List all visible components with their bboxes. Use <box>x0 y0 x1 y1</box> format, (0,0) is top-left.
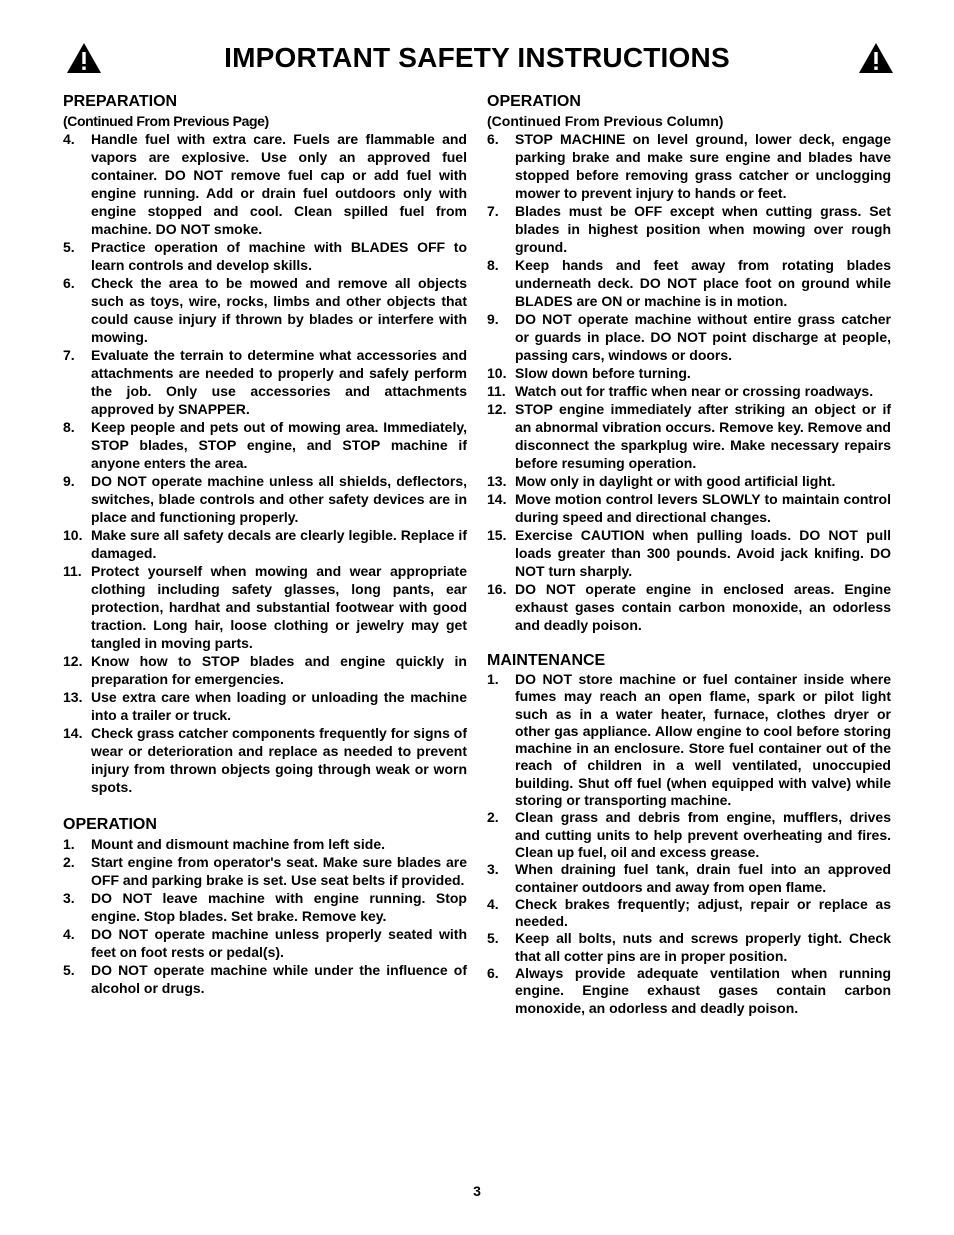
item-number: 4. <box>487 895 499 912</box>
maintenance-section <box>487 651 891 1017</box>
item-text: Evaluate the terrain to determine what accessories and attachments are needed to properly and safely perform the job. Only use accessories and attachments approved by SNAPPER. <box>91 347 467 417</box>
item-number: 9. <box>487 311 499 327</box>
item-number: 8. <box>487 257 499 273</box>
item-text: STOP engine immediately after striking an object or if an abnormal vibration occurs. Remove key. Remove and disconnect the sparkplug wire. Make necessary repairs before resuming operation. <box>515 401 891 471</box>
item-number: 13. <box>487 473 507 489</box>
item-number: 6. <box>487 965 499 982</box>
list-item <box>487 809 891 861</box>
item-text: Use extra care when loading or unloading the machine into a trailer or truck. <box>91 689 467 723</box>
list-item <box>487 526 891 580</box>
item-text: Slow down before turning. <box>515 365 691 381</box>
list-item <box>487 472 891 490</box>
item-text: STOP MACHINE on level ground, lower deck, engage parking brake and make sure engine and blades have stopped before removing grass catcher or unclogging mower to prevent injury to hands or feet. <box>515 131 891 201</box>
item-text: Practice operation of machine with BLADES OFF to learn controls and develop skills. <box>91 239 467 273</box>
preparation-section <box>63 92 467 796</box>
list-item <box>63 724 467 796</box>
item-number: 3. <box>63 890 75 906</box>
item-number: 5. <box>487 930 499 947</box>
warning-triangle-icon <box>858 42 894 74</box>
item-number: 1. <box>487 671 499 687</box>
item-number: 12. <box>487 401 507 417</box>
item-text: DO NOT operate machine without entire grass catcher or guards in place. DO NOT point discharge at people, passing cars, windows or doors. <box>515 311 891 363</box>
item-text: Check grass catcher components frequently for signs of wear or deterioration and replace as needed to prevent injury from thrown objects going through weak or worn spots. <box>91 725 467 795</box>
item-text: Keep hands and feet away from rotating blades underneath deck. DO NOT place foot on ground while BLADES are ON or machine is in motion. <box>515 257 891 309</box>
list-item <box>63 238 467 274</box>
list-item <box>63 961 467 997</box>
item-number: 7. <box>487 203 499 219</box>
item-number: 12. <box>63 653 83 669</box>
list-item <box>487 202 891 256</box>
page-header <box>0 38 954 80</box>
item-text: Always provide adequate ventilation when running engine. Engine exhaust gases contain carbon monoxide, an odorless and deadly poison. <box>515 965 891 1016</box>
item-number: 5. <box>63 239 75 255</box>
list-item <box>487 490 891 526</box>
section-heading: MAINTENANCE <box>487 652 606 669</box>
item-number: 4. <box>63 131 75 147</box>
item-number: 2. <box>63 854 75 870</box>
list-item <box>487 382 891 400</box>
item-number: 7. <box>63 347 75 363</box>
item-text: Know how to STOP blades and engine quickly in preparation for emergencies. <box>91 653 467 687</box>
list-item <box>487 671 891 809</box>
item-text: Mow only in daylight or with good artificial light. <box>515 473 836 489</box>
item-number: 9. <box>63 473 75 489</box>
item-number: 16. <box>487 581 507 597</box>
item-number: 4. <box>63 926 75 942</box>
item-text: Mount and dismount machine from left side. <box>91 836 386 852</box>
item-text: Check the area to be mowed and remove all objects such as toys, wire, rocks, limbs and other objects that could cause injury if thrown by blades or interfere with mowing. <box>91 275 467 345</box>
list-item <box>487 965 891 1017</box>
list-item <box>63 274 467 346</box>
list-item <box>487 896 891 931</box>
item-number: 14. <box>63 725 83 741</box>
item-number: 11. <box>487 383 506 399</box>
item-text: Keep people and pets out of mowing area. Immediately, STOP blades, STOP engine, and STOP machine if anyone enters the area. <box>91 419 467 471</box>
list-item <box>487 400 891 472</box>
list-item <box>63 853 467 889</box>
section-heading: OPERATION <box>487 93 581 110</box>
item-text: Keep all bolts, nuts and screws properly tight. Check that all cotter pins are in proper position. <box>515 930 891 964</box>
list-item <box>487 861 891 896</box>
item-text: Blades must be OFF except when cutting grass. Set blades in highest position when mowing over rough ground. <box>515 203 891 255</box>
list-item <box>63 130 467 238</box>
operation-list <box>63 835 467 997</box>
operation-continued-section <box>487 92 891 634</box>
section-subheading: (Continued From Previous Page) <box>63 113 269 129</box>
maintenance-list <box>487 671 891 1017</box>
item-number: 6. <box>63 275 75 291</box>
item-text: DO NOT operate machine while under the influence of alcohol or drugs. <box>91 962 467 996</box>
page-title: IMPORTANT SAFETY INSTRUCTIONS <box>224 42 730 73</box>
list-item <box>63 835 467 853</box>
list-item <box>63 346 467 418</box>
list-item <box>487 930 891 965</box>
item-number: 6. <box>487 131 499 147</box>
item-text: Start engine from operator's seat. Make sure blades are OFF and parking brake is set. Use seat belts if provided. <box>91 854 467 888</box>
item-text: Handle fuel with extra care. Fuels are flammable and vapors are explosive. Use only an approved fuel container. DO NOT remove fuel cap or add fuel with engine running. Add or drain fuel outdoors only with engine stopped and cool. Clean spilled fuel from machine. DO NOT smoke. <box>91 131 467 237</box>
list-item <box>63 925 467 961</box>
preparation-list <box>63 130 467 796</box>
section-heading: OPERATION <box>63 816 157 833</box>
list-item <box>487 580 891 634</box>
operation-continued-list <box>487 130 891 634</box>
item-text: Watch out for traffic when near or crossing roadways. <box>515 383 874 399</box>
item-number: 1. <box>63 836 75 852</box>
list-item <box>487 256 891 310</box>
item-number: 5. <box>63 962 75 978</box>
left-column <box>63 92 467 997</box>
item-number: 3. <box>487 861 499 878</box>
item-text: DO NOT operate engine in enclosed areas. Engine exhaust gases contain carbon monoxide, an odorless and deadly poison. <box>515 581 891 633</box>
item-text: DO NOT operate machine unless properly seated with feet on foot rests or pedal(s). <box>91 926 467 960</box>
item-number: 8. <box>63 419 75 435</box>
right-column <box>487 92 891 1017</box>
list-item <box>63 472 467 526</box>
item-number: 15. <box>487 527 507 543</box>
item-text: DO NOT leave machine with engine running. Stop engine. Stop blades. Set brake. Remove key. <box>91 890 467 924</box>
item-text: Clean grass and debris from engine, mufflers, drives and cutting units to help prevent overheating and fires. Clean up fuel, oil and excess grease. <box>515 809 891 860</box>
list-item <box>487 130 891 202</box>
item-text: Exercise CAUTION when pulling loads. DO NOT pull loads greater than 300 pounds. Avoid jack knifing. DO NOT turn sharply. <box>515 527 891 579</box>
item-text: Move motion control levers SLOWLY to maintain control during speed and directional changes. <box>515 491 891 525</box>
list-item <box>487 310 891 364</box>
list-item <box>487 364 891 382</box>
section-subheading: (Continued From Previous Column) <box>487 113 724 129</box>
item-text: Make sure all safety decals are clearly legible. Replace if damaged. <box>91 527 467 561</box>
item-number: 10. <box>487 365 507 381</box>
list-item <box>63 526 467 562</box>
item-number: 14. <box>487 491 507 507</box>
item-number: 2. <box>487 809 499 826</box>
item-text: Protect yourself when mowing and wear appropriate clothing including safety glasses, long pants, ear protection, hardhat and substantial footwear with good traction. Long hair, loose clothing or jewelry may get tangled in moving parts. <box>91 563 467 651</box>
list-item <box>63 562 467 652</box>
page-number: 3 <box>473 1183 481 1199</box>
item-text: Check brakes frequently; adjust, repair or replace as needed. <box>515 895 891 930</box>
list-item <box>63 418 467 472</box>
operation-section <box>63 815 467 997</box>
list-item <box>63 688 467 724</box>
section-heading: PREPARATION <box>63 93 178 110</box>
list-item <box>63 652 467 688</box>
list-item <box>63 889 467 925</box>
item-text: DO NOT operate machine unless all shields, deflectors, switches, blade controls and other safety devices are in place and functioning properly. <box>91 473 467 525</box>
item-number: 10. <box>63 527 83 543</box>
item-text: DO NOT store machine or fuel container inside where fumes may reach an open flame, spark or pilot light such as in a water heater, furnace, clothes dryer or other gas appliance. Allow engine to cool before storing machine in an enclosure. Store fuel container out of the reach of children in a well ventilated, unoccupied building. Shut off fuel (when equipped with valve) while storing or transporting machine. <box>515 671 891 809</box>
item-number: 11. <box>63 563 82 579</box>
item-number: 13. <box>63 689 83 705</box>
item-text: When draining fuel tank, drain fuel into an approved container outdoors and away from open flame. <box>515 861 891 895</box>
